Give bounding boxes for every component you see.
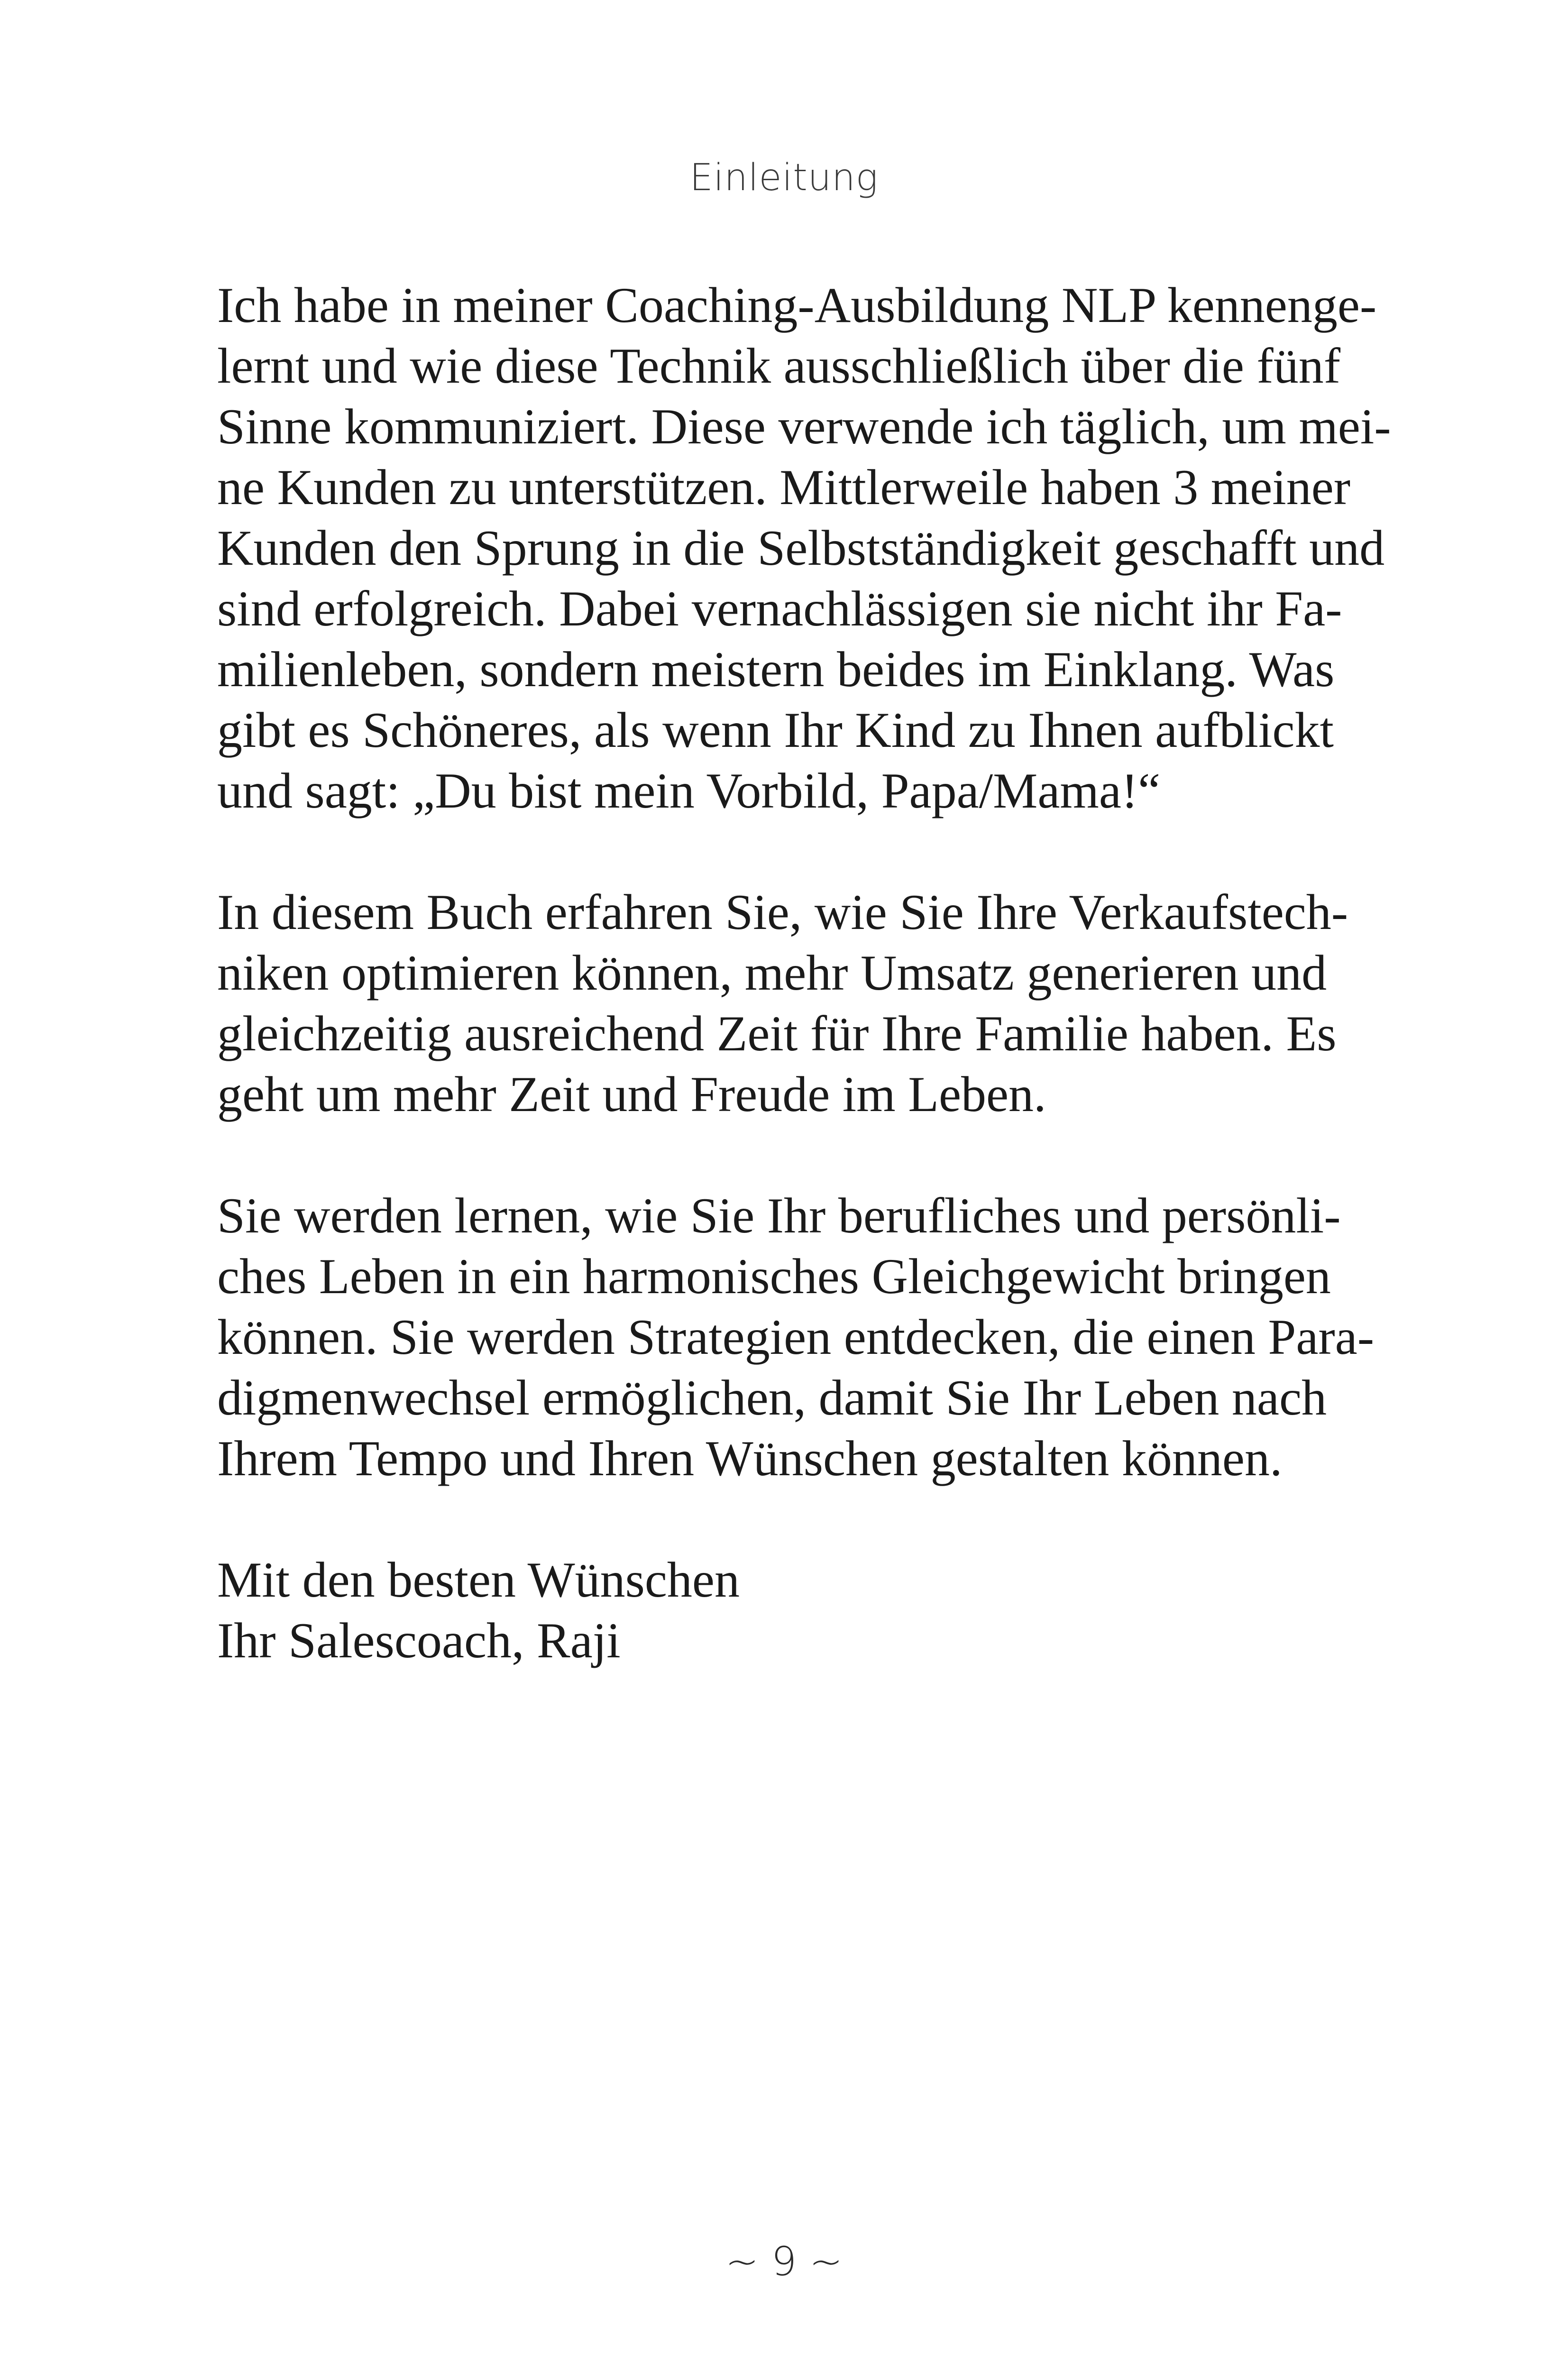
paragraph-gap — [217, 1125, 1310, 1186]
text-line: lernt und wie diese Technik ausschließlich über die fünf — [217, 338, 1341, 394]
body-text — [217, 275, 1391, 1671]
text-line: sind erfolgreich. Dabei vernachlässigen sie nicht ihr Fa- — [217, 581, 1342, 636]
closing-line: Mit den besten Wünschen — [217, 1552, 740, 1608]
paragraph-learning — [217, 1186, 1375, 1489]
paragraph-gap — [217, 821, 1310, 882]
text-line: können. Sie werden Strategien entdecken, die einen Para- — [217, 1309, 1375, 1365]
text-line: gibt es Schöneres, als wenn Ihr Kind zu Ihnen aufblickt — [217, 702, 1334, 758]
text-line: ches Leben in ein harmonisches Gleichgewicht bringen — [217, 1249, 1331, 1304]
signature-line: Ihr Salescoach, Raji — [217, 1613, 621, 1668]
paragraph-intro-nlp — [217, 275, 1391, 821]
text-line: In diesem Buch erfahren Sie, wie Sie Ihre Verkaufstech- — [217, 884, 1348, 940]
text-line: und sagt: „Du bist mein Vorbild, Papa/Mama!“ — [217, 763, 1161, 818]
paragraph-gap — [217, 1489, 1310, 1550]
text-line: Ihrem Tempo und Ihren Wünschen gestalten können. — [217, 1431, 1283, 1486]
text-line: Sinne kommuniziert. Diese verwende ich täglich, um mei- — [217, 399, 1391, 454]
signature-block — [217, 1550, 1310, 1671]
text-line: digmenwechsel ermöglichen, damit Sie Ihr Leben nach — [217, 1370, 1327, 1425]
page-number: ~ 9 ~ — [725, 2238, 843, 2285]
text-line: milienleben, sondern meistern beides im Einklang. Was — [217, 642, 1335, 697]
text-line: Sie werden lernen, wie Sie Ihr berufliches und persönli- — [217, 1188, 1341, 1243]
text-line: geht um mehr Zeit und Freude im Leben. — [217, 1066, 1046, 1122]
running-header: Einleitung — [689, 156, 879, 199]
paragraph-book-purpose — [217, 882, 1348, 1125]
text-line: gleichzeitig ausreichend Zeit für Ihre Familie haben. Es — [217, 1006, 1337, 1061]
text-line: Ich habe in meiner Coaching-Ausbildung NLP kennenge- — [217, 277, 1377, 333]
text-line: niken optimieren können, mehr Umsatz generieren und — [217, 945, 1327, 1001]
text-line: Kunden den Sprung in die Selbstständigkeit geschafft und — [217, 520, 1385, 576]
text-line: ne Kunden zu unterstützen. Mittlerweile haben 3 meiner — [217, 459, 1351, 515]
